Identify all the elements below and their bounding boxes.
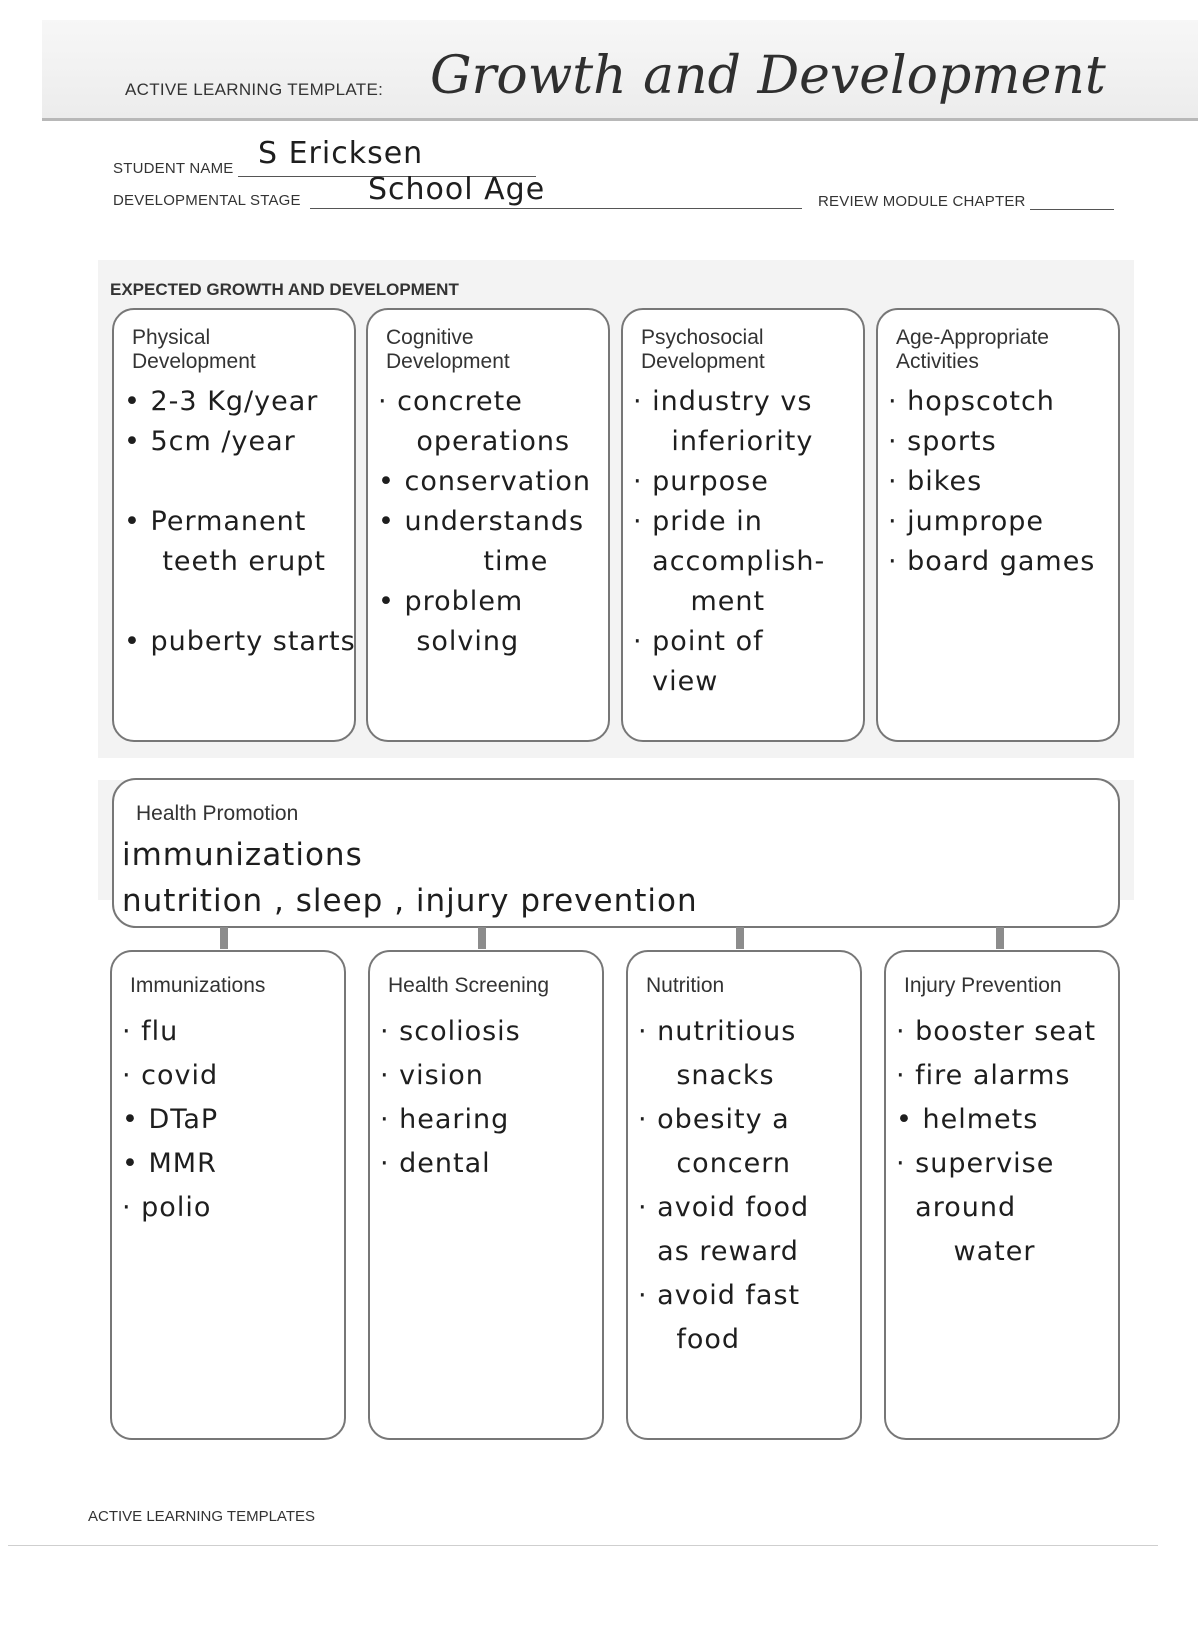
note-line: · jumprope bbox=[888, 506, 1044, 537]
connector bbox=[736, 927, 744, 949]
student-name-label: STUDENT NAME bbox=[113, 160, 234, 177]
review-module-field[interactable] bbox=[1030, 209, 1114, 210]
note-line: · avoid food bbox=[638, 1192, 810, 1223]
note-line: accomplish- bbox=[633, 546, 826, 577]
section-heading: EXPECTED GROWTH AND DEVELOPMENT bbox=[110, 280, 459, 299]
card-notes[interactable] bbox=[888, 382, 1112, 582]
card-notes[interactable] bbox=[380, 1010, 596, 1186]
connector bbox=[220, 927, 228, 949]
note-line bbox=[124, 582, 348, 622]
note-line: water bbox=[896, 1236, 1036, 1267]
note-line: · point of bbox=[633, 626, 764, 657]
card-notes[interactable] bbox=[633, 382, 857, 702]
template-title: Growth and Development bbox=[430, 46, 1106, 106]
note-line: • MMR bbox=[122, 1148, 217, 1179]
student-name-field[interactable]: S Ericksen bbox=[258, 136, 424, 171]
card-title: Health Promotion bbox=[136, 802, 299, 825]
card-notes[interactable] bbox=[638, 1010, 854, 1362]
note-line bbox=[124, 462, 348, 502]
card-title bbox=[641, 326, 765, 374]
note-line: time bbox=[378, 546, 549, 577]
connector bbox=[996, 927, 1004, 949]
note-line: · covid bbox=[122, 1060, 219, 1091]
card-title: Immunizations bbox=[130, 974, 266, 997]
card-title-line: Psychosocial bbox=[641, 326, 764, 349]
footer-label: ACTIVE LEARNING TEMPLATES bbox=[88, 1508, 315, 1525]
note-line: · obesity a bbox=[638, 1104, 790, 1135]
note-line: · scoliosis bbox=[380, 1016, 521, 1047]
footer-rule bbox=[8, 1545, 1158, 1546]
note-line: · sports bbox=[888, 426, 997, 457]
note-line: · booster seat bbox=[896, 1016, 1097, 1047]
note-line: · industry vs bbox=[633, 386, 813, 417]
card-notes[interactable] bbox=[896, 1010, 1112, 1274]
card-title bbox=[132, 326, 256, 374]
note-line: as reward bbox=[638, 1236, 799, 1267]
note-line: teeth erupt bbox=[124, 546, 326, 577]
note-line: immunizations bbox=[122, 837, 363, 873]
note-line: inferiority bbox=[633, 426, 814, 457]
card-title bbox=[896, 326, 1049, 374]
card-title-line: Development bbox=[641, 350, 765, 373]
card-age-appropriate-activities bbox=[876, 308, 1120, 742]
note-line: view bbox=[633, 666, 719, 697]
note-line: · nutritious bbox=[638, 1016, 797, 1047]
card-injury-prevention bbox=[884, 950, 1120, 1440]
card-cognitive-development bbox=[366, 308, 610, 742]
note-line: concern bbox=[638, 1148, 792, 1179]
note-line: • 2-3 Kg/year bbox=[124, 386, 319, 417]
note-line: snacks bbox=[638, 1060, 775, 1091]
card-title: Nutrition bbox=[646, 974, 725, 997]
card-notes[interactable] bbox=[122, 1010, 338, 1230]
note-line: • DTaP bbox=[122, 1104, 219, 1135]
card-health-screening bbox=[368, 950, 604, 1440]
note-line: · pride in bbox=[633, 506, 763, 537]
card-title: Injury Prevention bbox=[904, 974, 1062, 997]
card-title-line: Physical bbox=[132, 326, 211, 349]
note-line: around bbox=[896, 1192, 1017, 1223]
note-line: · polio bbox=[122, 1192, 212, 1223]
note-line: · purpose bbox=[633, 466, 769, 497]
note-line: nutrition , sleep , injury prevention bbox=[122, 883, 698, 919]
note-line: • conservation bbox=[378, 466, 592, 497]
note-line: · avoid fast bbox=[638, 1280, 801, 1311]
card-title: Health Screening bbox=[388, 974, 550, 997]
template-prefix: ACTIVE LEARNING TEMPLATE: bbox=[125, 80, 384, 99]
developmental-stage-field[interactable]: School Age bbox=[368, 172, 546, 207]
note-line: ment bbox=[633, 586, 766, 617]
developmental-stage-line bbox=[310, 208, 802, 209]
card-notes[interactable] bbox=[378, 382, 602, 662]
card-notes[interactable] bbox=[122, 832, 1112, 924]
card-title-line: Age-Appropriate bbox=[896, 326, 1049, 349]
card-notes[interactable] bbox=[124, 382, 356, 662]
review-module-label: REVIEW MODULE CHAPTER bbox=[818, 193, 1026, 210]
note-line: • understands bbox=[378, 506, 585, 537]
note-line: • 5cm /year bbox=[124, 426, 296, 457]
card-title-line: Development bbox=[386, 350, 510, 373]
card-title-line: Cognitive bbox=[386, 326, 474, 349]
card-psychosocial-development bbox=[621, 308, 865, 742]
note-line: · dental bbox=[380, 1148, 491, 1179]
developmental-stage-label: DEVELOPMENTAL STAGE bbox=[113, 192, 301, 209]
note-line: · flu bbox=[122, 1016, 179, 1047]
note-line: · concrete bbox=[378, 386, 523, 417]
note-line: · hearing bbox=[380, 1104, 510, 1135]
note-line: solving bbox=[378, 626, 520, 657]
note-line: · supervise bbox=[896, 1148, 1055, 1179]
card-health-promotion bbox=[112, 778, 1120, 928]
note-line: operations bbox=[378, 426, 571, 457]
note-line: • problem bbox=[378, 586, 524, 617]
card-immunizations bbox=[110, 950, 346, 1440]
note-line: · hopscotch bbox=[888, 386, 1055, 417]
note-line: · fire alarms bbox=[896, 1060, 1071, 1091]
card-title bbox=[386, 326, 510, 374]
card-physical-development bbox=[112, 308, 356, 742]
note-line: food bbox=[638, 1324, 741, 1355]
card-title-line: Development bbox=[132, 350, 256, 373]
note-line: • helmets bbox=[896, 1104, 1039, 1135]
note-line: • puberty starts bbox=[124, 626, 356, 657]
connector bbox=[478, 927, 486, 949]
note-line: · vision bbox=[380, 1060, 484, 1091]
note-line: · bikes bbox=[888, 466, 983, 497]
card-nutrition bbox=[626, 950, 862, 1440]
card-title-line: Activities bbox=[896, 350, 979, 373]
note-line: · board games bbox=[888, 546, 1096, 577]
note-line: • Permanent bbox=[124, 506, 307, 537]
